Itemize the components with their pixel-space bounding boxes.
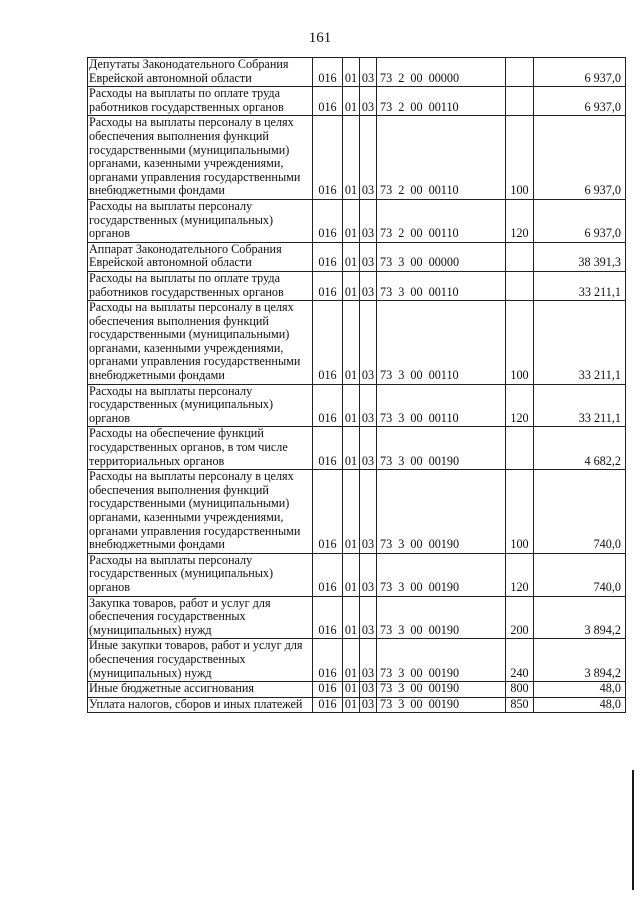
- row-target-article: 73 3 00 00000: [377, 242, 506, 271]
- row-grbs-code: 016: [313, 553, 343, 596]
- row-grbs-code: 016: [313, 199, 343, 242]
- row-subsection-code: 03: [360, 199, 377, 242]
- row-target-article: 73 3 00 00110: [377, 301, 506, 385]
- row-name: Расходы на обеспечение функций государственных органов, в том числе территориальных органов: [88, 427, 313, 470]
- row-subsection-code: 03: [360, 271, 377, 300]
- row-grbs-code: 016: [313, 427, 343, 470]
- table-row: [88, 384, 626, 427]
- row-expense-type: [506, 427, 534, 470]
- row-expense-type: 120: [506, 199, 534, 242]
- row-section-code: 01: [343, 682, 360, 698]
- row-expense-type: 100: [506, 116, 534, 200]
- row-name: Расходы на выплаты персоналу государственных (муниципальных) органов: [88, 553, 313, 596]
- row-expense-type: [506, 87, 534, 116]
- row-amount: 6 937,0: [534, 116, 626, 200]
- scan-edge-mark: [632, 770, 634, 890]
- table-row: [88, 682, 626, 698]
- row-name: Депутаты Законодательного Собрания Еврейской автономной области: [88, 58, 313, 87]
- row-expense-type: 100: [506, 470, 534, 554]
- row-target-article: 73 2 00 00110: [377, 116, 506, 200]
- row-name: Иные бюджетные ассигнования: [88, 682, 313, 698]
- row-target-article: 73 3 00 00190: [377, 553, 506, 596]
- row-amount: 3 894,2: [534, 596, 626, 639]
- table-body: [88, 58, 626, 713]
- table-row: [88, 199, 626, 242]
- table-row: [88, 553, 626, 596]
- row-section-code: 01: [343, 58, 360, 87]
- row-subsection-code: 03: [360, 116, 377, 200]
- row-subsection-code: 03: [360, 384, 377, 427]
- table-row: [88, 242, 626, 271]
- table-row: [88, 87, 626, 116]
- row-subsection-code: 03: [360, 470, 377, 554]
- row-section-code: 01: [343, 596, 360, 639]
- budget-table: [87, 57, 626, 713]
- row-amount: 4 682,2: [534, 427, 626, 470]
- row-grbs-code: 016: [313, 682, 343, 698]
- row-expense-type: 800: [506, 682, 534, 698]
- row-grbs-code: 016: [313, 242, 343, 271]
- row-name: Расходы на выплаты персоналу государственных (муниципальных) органов: [88, 384, 313, 427]
- row-subsection-code: 03: [360, 596, 377, 639]
- row-grbs-code: 016: [313, 697, 343, 713]
- row-amount: 33 211,1: [534, 384, 626, 427]
- row-amount: 740,0: [534, 553, 626, 596]
- row-name: Расходы на выплаты персоналу в целях обеспечения выполнения функций государственными (муниципальными) органами, казенными учреждениями, органами управления государственными внебюджетными фондами: [88, 470, 313, 554]
- row-name: Расходы на выплаты персоналу в целях обеспечения выполнения функций государственными (муниципальными) органами, казенными учреждениями, органами управления государственными внебюджетными фондами: [88, 116, 313, 200]
- row-section-code: 01: [343, 427, 360, 470]
- row-subsection-code: 03: [360, 242, 377, 271]
- row-amount: 6 937,0: [534, 199, 626, 242]
- row-amount: 33 211,1: [534, 301, 626, 385]
- row-name: Расходы на выплаты персоналу государственных (муниципальных) органов: [88, 199, 313, 242]
- row-target-article: 73 2 00 00110: [377, 87, 506, 116]
- row-target-article: 73 2 00 00000: [377, 58, 506, 87]
- table-row: [88, 697, 626, 713]
- row-grbs-code: 016: [313, 87, 343, 116]
- table-row: [88, 58, 626, 87]
- row-target-article: 73 3 00 00190: [377, 470, 506, 554]
- row-section-code: 01: [343, 639, 360, 682]
- row-grbs-code: 016: [313, 116, 343, 200]
- row-name: Аппарат Законодательного Собрания Еврейской автономной области: [88, 242, 313, 271]
- table-row: [88, 596, 626, 639]
- table-row: [88, 470, 626, 554]
- row-expense-type: [506, 58, 534, 87]
- row-target-article: 73 3 00 00110: [377, 271, 506, 300]
- row-target-article: 73 3 00 00190: [377, 639, 506, 682]
- row-section-code: 01: [343, 553, 360, 596]
- row-section-code: 01: [343, 384, 360, 427]
- row-subsection-code: 03: [360, 58, 377, 87]
- row-grbs-code: 016: [313, 639, 343, 682]
- row-subsection-code: 03: [360, 639, 377, 682]
- row-grbs-code: 016: [313, 384, 343, 427]
- row-section-code: 01: [343, 87, 360, 116]
- row-target-article: 73 3 00 00190: [377, 697, 506, 713]
- row-section-code: 01: [343, 301, 360, 385]
- row-subsection-code: 03: [360, 697, 377, 713]
- row-subsection-code: 03: [360, 427, 377, 470]
- row-section-code: 01: [343, 116, 360, 200]
- row-name: Расходы на выплаты по оплате труда работников государственных органов: [88, 271, 313, 300]
- row-section-code: 01: [343, 199, 360, 242]
- row-expense-type: [506, 242, 534, 271]
- row-grbs-code: 016: [313, 301, 343, 385]
- row-amount: 740,0: [534, 470, 626, 554]
- row-amount: 3 894,2: [534, 639, 626, 682]
- row-section-code: 01: [343, 470, 360, 554]
- row-name: Уплата налогов, сборов и иных платежей: [88, 697, 313, 713]
- table-row: [88, 271, 626, 300]
- row-expense-type: 200: [506, 596, 534, 639]
- row-expense-type: 120: [506, 384, 534, 427]
- row-expense-type: 120: [506, 553, 534, 596]
- row-expense-type: 240: [506, 639, 534, 682]
- row-expense-type: 850: [506, 697, 534, 713]
- page-number: 161: [308, 30, 332, 46]
- row-section-code: 01: [343, 697, 360, 713]
- row-expense-type: [506, 271, 534, 300]
- row-grbs-code: 016: [313, 271, 343, 300]
- table-row: [88, 301, 626, 385]
- row-name: Иные закупки товаров, работ и услуг для обеспечения государственных (муниципальных) нужд: [88, 639, 313, 682]
- row-amount: 6 937,0: [534, 87, 626, 116]
- row-target-article: 73 3 00 00190: [377, 427, 506, 470]
- row-name: Расходы на выплаты по оплате труда работников государственных органов: [88, 87, 313, 116]
- row-grbs-code: 016: [313, 58, 343, 87]
- row-target-article: 73 2 00 00110: [377, 199, 506, 242]
- table-row: [88, 116, 626, 200]
- row-grbs-code: 016: [313, 470, 343, 554]
- row-subsection-code: 03: [360, 301, 377, 385]
- row-section-code: 01: [343, 242, 360, 271]
- row-amount: 6 937,0: [534, 58, 626, 87]
- row-subsection-code: 03: [360, 553, 377, 596]
- table-row: [88, 427, 626, 470]
- row-target-article: 73 3 00 00190: [377, 596, 506, 639]
- row-section-code: 01: [343, 271, 360, 300]
- row-amount: 48,0: [534, 697, 626, 713]
- row-amount: 33 211,1: [534, 271, 626, 300]
- row-name: Закупка товаров, работ и услуг для обеспечения государственных (муниципальных) нужд: [88, 596, 313, 639]
- row-subsection-code: 03: [360, 87, 377, 116]
- row-subsection-code: 03: [360, 682, 377, 698]
- row-target-article: 73 3 00 00190: [377, 682, 506, 698]
- row-name: Расходы на выплаты персоналу в целях обеспечения выполнения функций государственными (муниципальными) органами, казенными учреждениями, органами управления государственными внебюджетными фондами: [88, 301, 313, 385]
- row-amount: 48,0: [534, 682, 626, 698]
- row-target-article: 73 3 00 00110: [377, 384, 506, 427]
- row-amount: 38 391,3: [534, 242, 626, 271]
- row-grbs-code: 016: [313, 596, 343, 639]
- table-row: [88, 639, 626, 682]
- row-expense-type: 100: [506, 301, 534, 385]
